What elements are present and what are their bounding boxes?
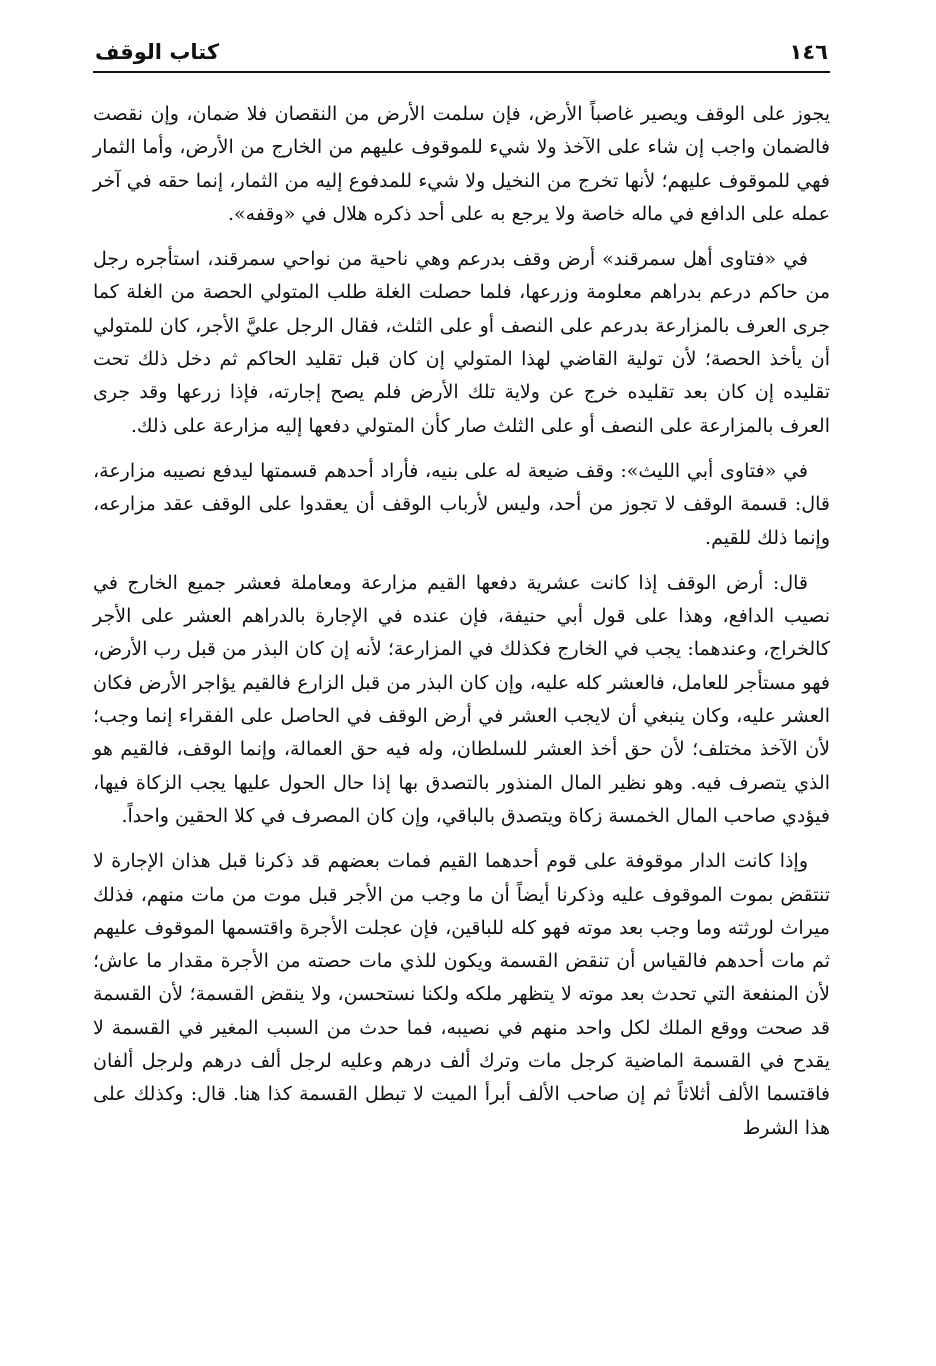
page-number: ١٤٦ [789,40,828,64]
running-head [95,36,828,68]
paragraph-4: قال: أرض الوقف إذا كانت عشرية دفعها القيم مزارعة ومعاملة فعشر جميع الخارج في نصيب الدافع، وهذا على قول أبي حنيفة، فإن عنده في الإجارة بالدراهم العشر على الأجر كالخراج، وعندهما: يجب في الخارج فكذلك في المزارعة؛ لأنه إن كان البذر من قبل رب الأرض، فهو مستأجر للعامل، فالعشر كله عليه، وإن كان البذر من قبل الزارع فالقيم يؤاجر الأرض فكان العشر عليه، وكان ينبغي أن لايجب العشر في أرض الوقف في الحاصل على الفقراء إنما وجب؛ لأن الآخذ مختلف؛ لأن حق أخذ العشر للسلطان، وله فيه حق العمالة، وإنما الوقف، فالقيم هو الذي يتصرف فيه. وهو نظير المال المنذور بالتصدق بها إذا حال الحول عليها يجب الزكاة فيها، فيؤدي صاحب المال الخمسة زكاة ويتصدق بالباقي، وإن كان المصرف في كلا الحقين واحداً. [93,571,830,827]
paragraph-5: وإذا كانت الدار موقوفة على قوم أحدهما القيم فمات بعضهم قد ذكرنا قبل هذان الإجارة لا تنتقض بموت الموقوف عليه وذكرنا أيضاً أن ما وجب من الأجر قبل موت من مات منهم، فذلك ميراث لورثته وما وجب بعد موته فهو كله للباقين، فإن عجلت الأجرة واقتسمها الموقوف عليهم ثم مات أحدهم فالقياس أن تنقض القسمة ويكون للذي مات حصته من الأجرة مقدار ما عاش؛ لأن المنفعة التي تحدث بعد موته لا يتظهر ملكه ولكنا نستحسن، ولا ينقض القسمة؛ لأن القسمة قد صحت ووقع الملك لكل واحد منهم في نصيبه، فما حدث من السبب المغير في القسمة لا يقدح في القسمة الماضية كرجل مات وترك ألف درهم وعليه لرجل ألف درهم ولرجل ألفان فاقتسما الألف أثلاثاً ثم إن صاحب الألف أبرأ الميت لا تبطل القسمة كذا هنا. قال: وكذلك على هذا الشرط [93,850,830,1139]
running-title: كتاب الوقف [95,40,220,64]
paragraph-3: في «فتاوى أبي الليث»: وقف ضيعة له على بنيه، فأراد أحدهم قسمتها ليدفع نصيبه مزارعة، قال: قسمة الوقف لا تجوز من أحد، وليس لأرباب الوقف أن يعقدوا على الوقف عقد مزارعه، وإنما ذلك للقيم. [93,459,830,549]
paragraph-1: يجوز على الوقف ويصير غاصباً الأرض، فإن سلمت الأرض من النقصان فلا ضمان، وإن نقصت فالضمان واجب إن شاء على الآخذ ولا شيء للموقوف عليهم من الخارج من الأرض، وأما الثمار فهي للموقوف عليهم؛ لأنها تخرج من النخيل ولا شيء للمدفوع إليه من الثمار، إنما حقه في آخر عمله على الدافع في ماله خاصة ولا يرجع به على أحد ذكره هلال في «وقفه». [93,103,831,225]
body-text [93,98,830,1346]
header-rule [93,71,830,73]
paragraph-2: في «فتاوى أهل سمرقند» أرض وقف بدرعم وهي ناحية من نواحي سمرقند، استأجره رجل من حاكم درعم بدراهم معلومة وزرعها، فلما حصلت الغلة طلب المتولي الحصة من الغلة كما جرى العرف بالمزارعة بدرعم على النصف أو على الثلث، فقال الرجل عليَّ الأجر، كان للمتولي أن يأخذ الحصة؛ لأن تولية القاضي لهذا المتولي إن كان قبل تقليد الحاكم ثم دخل ذلك تحت تقليده إن كان بعد تقليده خرج عن ولاية تلك الأرض فلم يصح إجارته، فإذا زرعها وقد جرى العرف بالمزارعة على النصف أو على الثلث صار كأن المتولي دفعها إليه مزارعة على ذلك. [93,248,830,437]
